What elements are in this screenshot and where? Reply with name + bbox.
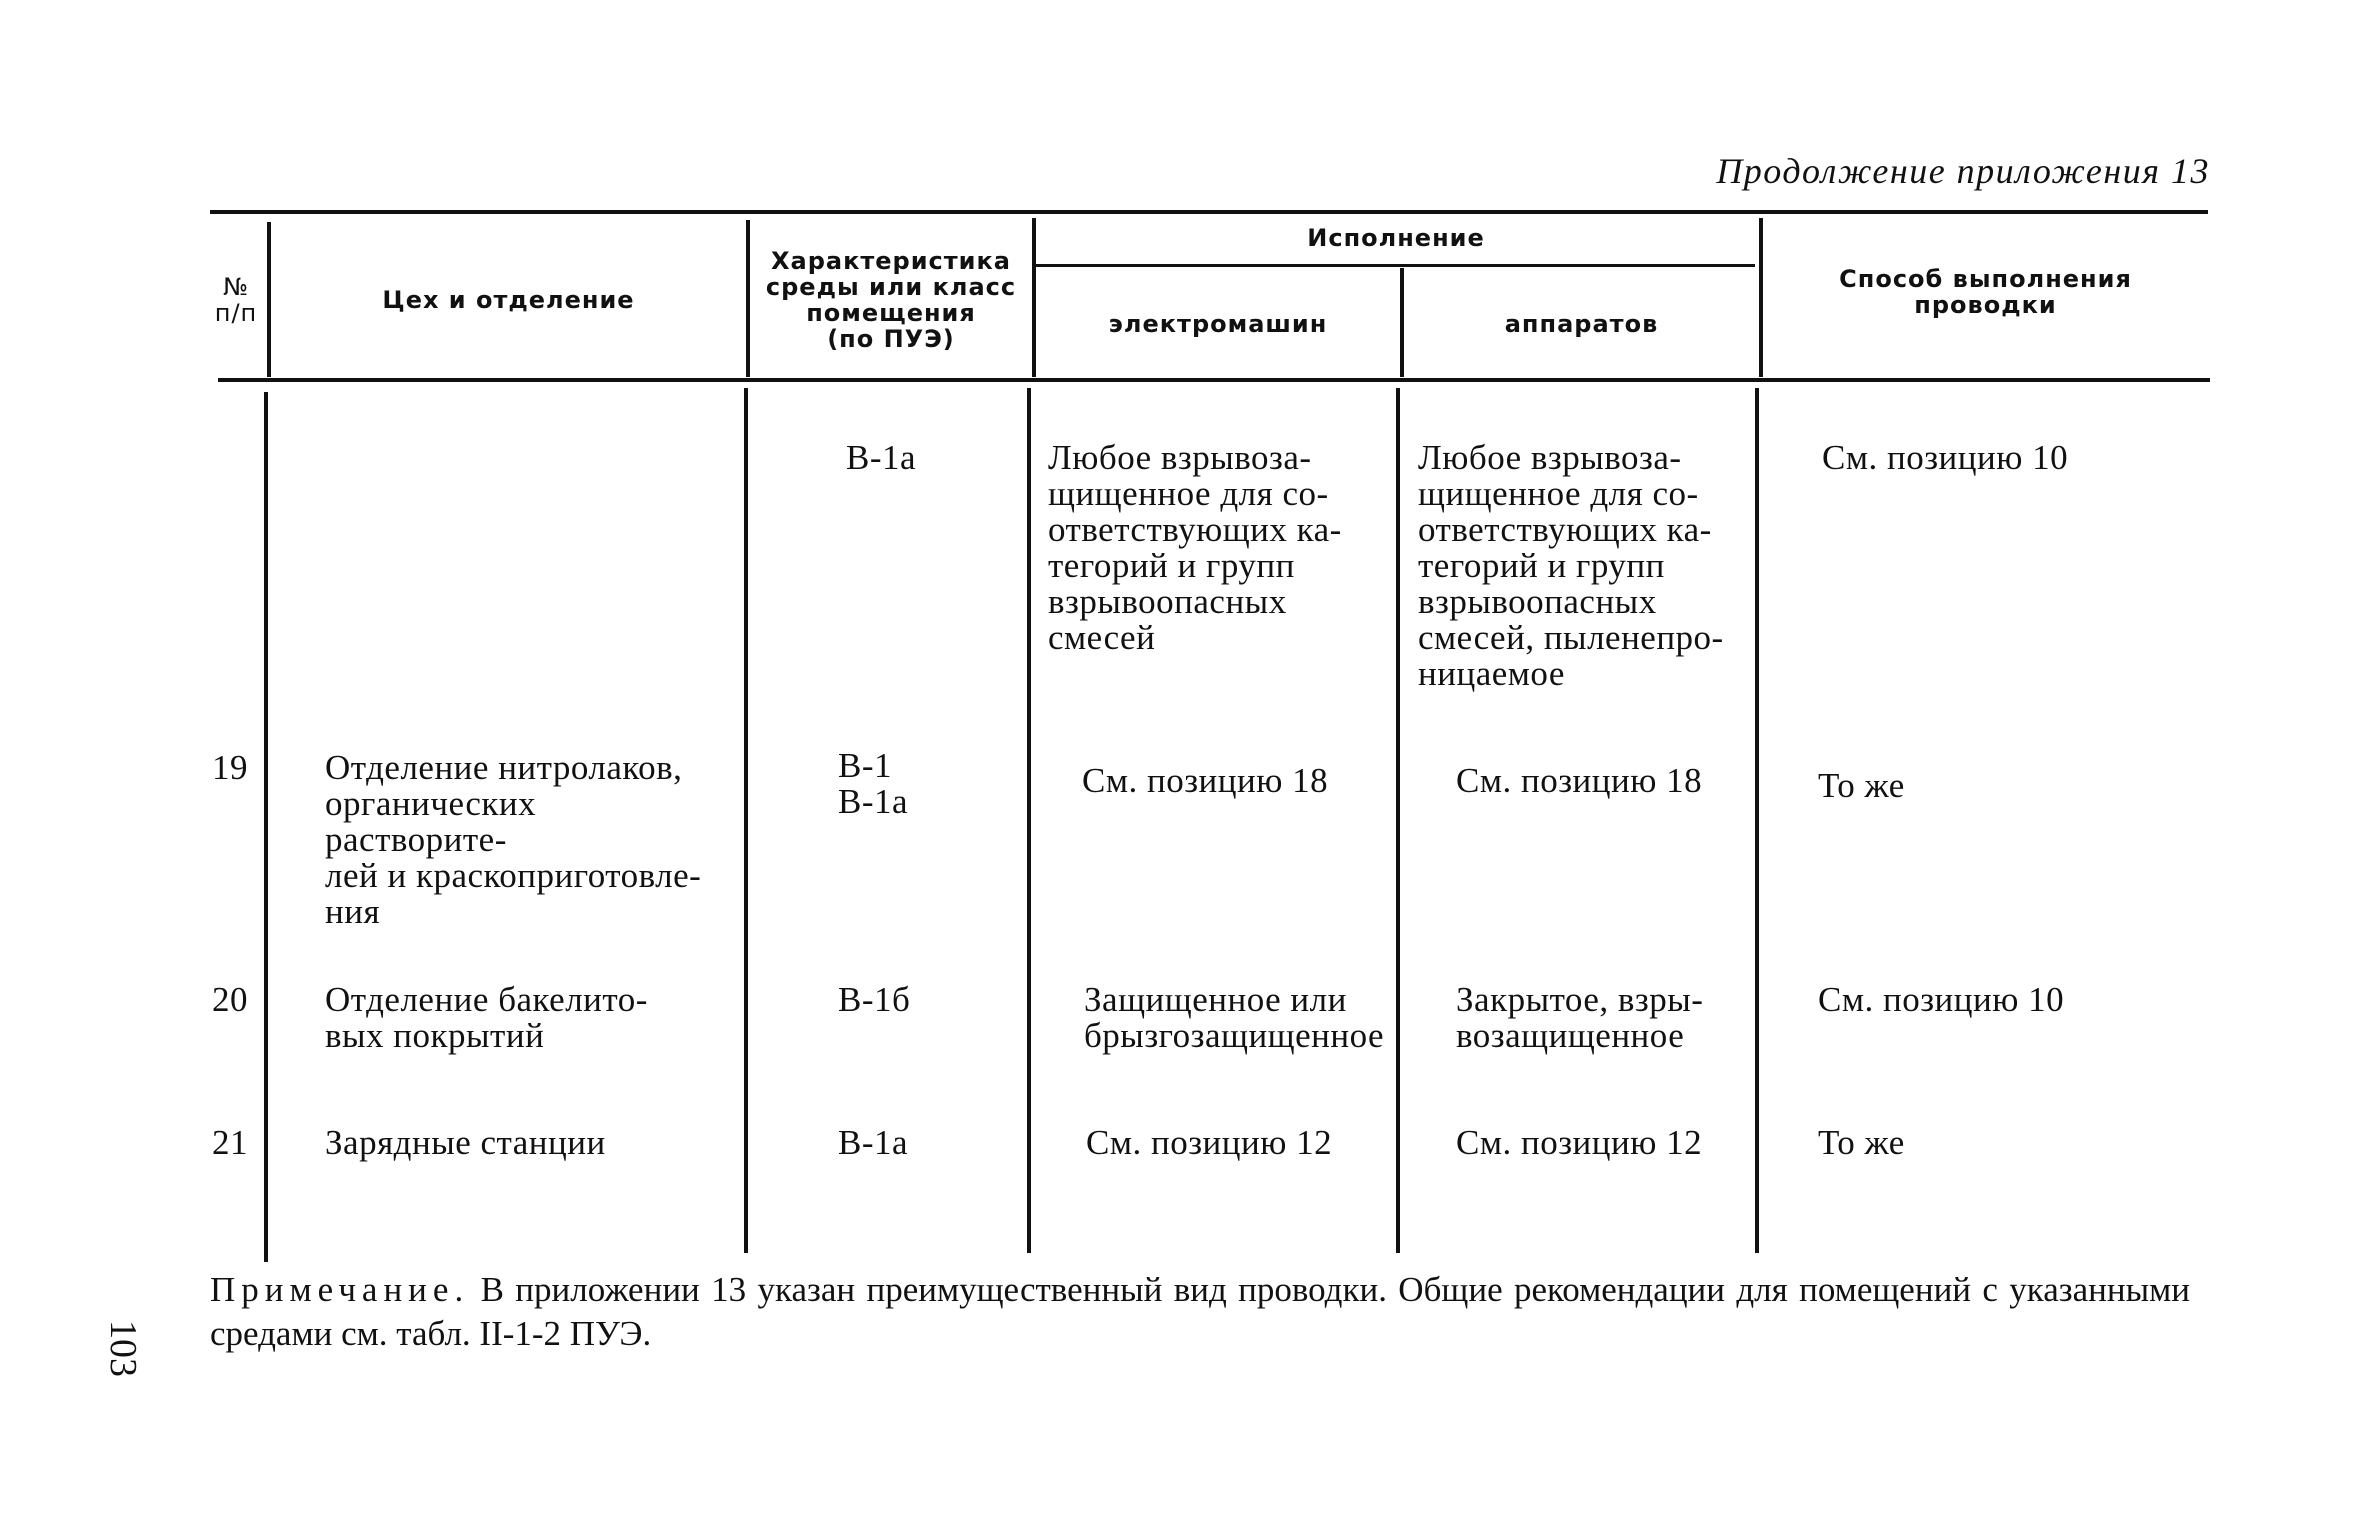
body-divider-4 bbox=[1396, 388, 1400, 1253]
table-row-21-num: 21 bbox=[212, 1123, 248, 1162]
header-wiring: Способ выполнения проводки bbox=[1839, 265, 2132, 319]
body-divider-3 bbox=[1027, 388, 1031, 1253]
table-row-21-machines: См. позицию 12 bbox=[1086, 1123, 1333, 1162]
table-row-19-env: В-1 В-1а bbox=[838, 746, 909, 821]
continuation-caption: Продолжение приложения 13 bbox=[1716, 151, 2210, 191]
header-machines: электромашин bbox=[1108, 310, 1328, 338]
table-row-21-workshop: Зарядные станции bbox=[325, 1123, 606, 1162]
table-row-19-wiring: То же bbox=[1818, 766, 1905, 805]
execution-subheader-rule bbox=[1035, 264, 1755, 267]
table-row-20-machines: Защищенное или брызгозащищенное bbox=[1084, 980, 1385, 1055]
table-row-19-devices: См. позицию 18 bbox=[1456, 761, 1703, 800]
footnote bbox=[210, 1268, 2190, 1356]
header-environment: Характеристика среды или класс помещения (по ПУЭ) bbox=[765, 246, 1017, 353]
table-row-1-machines: Любое взрывоза- щищенное для со- ответствующих ка- тегорий и групп взрывоопасных смесей bbox=[1048, 438, 1342, 657]
table-row-20-devices: Закрытое, взры- возащищенное bbox=[1456, 980, 1704, 1055]
table-row-20-wiring: См. позицию 10 bbox=[1818, 980, 2065, 1019]
body-divider-2 bbox=[744, 388, 748, 1253]
body-divider-1 bbox=[264, 392, 268, 1262]
table-row-1-devices: Любое взрывоза- щищенное для со- ответствующих ка- тегорий и групп взрывоопасных смесей, пыленепро- ницаемое bbox=[1418, 438, 1724, 693]
table-row-1-env: В-1а bbox=[846, 438, 917, 477]
body-divider-5 bbox=[1755, 388, 1759, 1253]
table-row-20-workshop: Отделение бакелито- вых покрытий bbox=[325, 980, 648, 1055]
header-workshop: Цех и отделение bbox=[382, 285, 635, 314]
table-row-1-wiring: См. позицию 10 bbox=[1822, 438, 2069, 477]
table-row-21-devices: См. позицию 12 bbox=[1456, 1123, 1703, 1162]
header-devices: аппаратов bbox=[1504, 310, 1659, 338]
table-row-19-workshop: Отделение нитролаков, органических растворите- лей и краскоприготовле- ния bbox=[325, 748, 702, 931]
table-row-19-machines: См. позицию 18 bbox=[1082, 761, 1329, 800]
header-execution: Исполнение bbox=[1307, 224, 1485, 252]
header-num: № п/п bbox=[214, 272, 258, 327]
footnote-text: В приложении 13 указан преимущественный вид проводки. Общие рекомендации для помещений с указанными средами см. табл. II-1-2 ПУЭ. bbox=[210, 1270, 2191, 1353]
header-bottom-rule bbox=[218, 378, 2210, 382]
table-row-20-env: В-1б bbox=[838, 980, 911, 1019]
table-row-21-wiring: То же bbox=[1818, 1123, 1905, 1162]
table-row-21-env: В-1а bbox=[838, 1123, 909, 1162]
footnote-label: Примечание. bbox=[210, 1270, 470, 1309]
page-number: 103 bbox=[102, 1320, 144, 1377]
table-row-20-num: 20 bbox=[212, 980, 248, 1019]
table-row-19-num: 19 bbox=[212, 748, 248, 787]
